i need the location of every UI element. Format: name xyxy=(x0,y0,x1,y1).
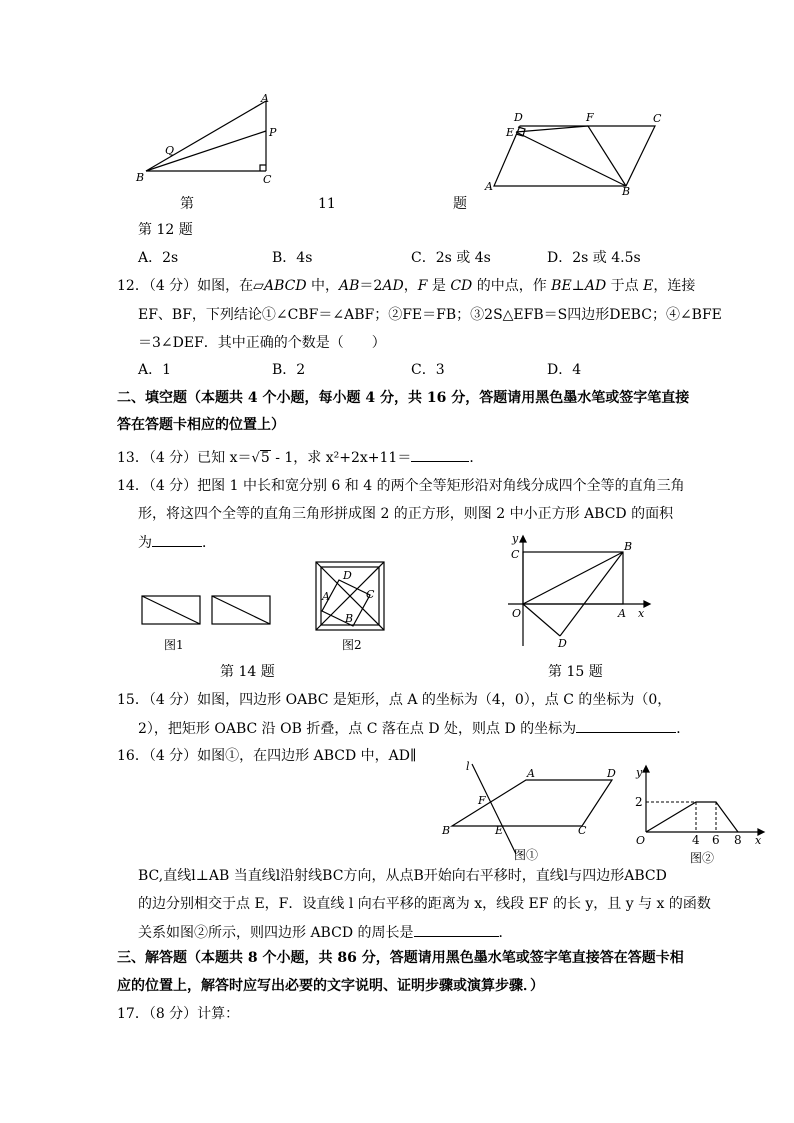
q12-option-b: B．2 xyxy=(272,362,306,378)
q11-option-c: C．2s 或 4s xyxy=(411,250,491,266)
label-E: E xyxy=(506,126,515,139)
label-y: y xyxy=(512,534,519,545)
q11-option-d: D．2s 或 4.5s xyxy=(547,250,641,266)
figure-11 xyxy=(130,90,290,190)
q14-blank[interactable] xyxy=(152,532,202,547)
label-l: l xyxy=(466,760,470,773)
label-P: P xyxy=(269,126,277,139)
q14-line1: 14．（4 分）把图 1 中长和宽分别 6 和 4 的两个全等矩形沿对角线分成四个全等的直角三角 xyxy=(117,478,685,494)
section3-heading-line1: 三、解答题（本题共 8 个小题，共 86 分，答题请用黑色墨水笔或签字笔直接答在答题卡相 xyxy=(117,950,684,966)
label-C: C xyxy=(653,112,662,125)
label-D: D xyxy=(558,637,567,650)
figure-12 xyxy=(480,108,670,198)
label-B: B xyxy=(345,612,354,625)
label-2: 2 xyxy=(635,795,643,809)
fig14-caption-1: 图1 xyxy=(164,638,184,652)
label-D: D xyxy=(343,569,352,582)
q14-line2: 形，将这四个全等的直角三角形拼成图 2 的正方形，则图 2 中小正方形 ABCD 的面积 xyxy=(138,506,674,522)
label-x: x xyxy=(755,834,762,847)
q12-option-a: A．1 xyxy=(138,362,172,378)
section3-heading-line2: 应的位置上，解答时应写出必要的文字说明、证明步骤或演算步骤．） xyxy=(117,978,544,994)
label-B: B xyxy=(624,540,633,553)
label-C: C xyxy=(366,588,375,601)
q15-line1: 15．（4 分）如图，四边形 OABC 是矩形，点 A 的坐标为（4，0），点 C 的坐标为（0， xyxy=(117,692,672,708)
q13-blank[interactable] xyxy=(411,447,469,462)
label-O: O xyxy=(636,834,646,847)
label-F: F xyxy=(586,111,594,124)
label-A: A xyxy=(618,607,626,620)
label-Q: Q xyxy=(165,144,175,157)
figure-15 xyxy=(502,534,652,654)
caption-11-c: 题 xyxy=(453,196,467,212)
fig16-caption-1: 图① xyxy=(514,848,539,862)
q12-line1: 12．（4 分）如图，在▱ABCD 中，AB＝2AD，F 是 CD 的中点，作 BE⊥AD 于点 E，连接 xyxy=(117,278,696,294)
q11-option-a: A．2s xyxy=(138,250,179,266)
section2-heading-line2: 答在答题卡相应的位置上） xyxy=(117,417,285,433)
caption-12: 第 12 题 xyxy=(138,222,193,238)
caption-11-b: 11 xyxy=(318,196,336,212)
label-C: C xyxy=(263,173,272,186)
q16-line2: BC,直线l⊥AB 当直线l沿射线BC方向，从点B开始向右平移时，直线l与四边形ABCD xyxy=(138,868,667,884)
label-O: O xyxy=(512,607,522,620)
fig16-caption-2: 图② xyxy=(690,851,715,865)
label-D: D xyxy=(607,767,616,780)
q16-line1: 16．（4 分）如图①，在四边形 ABCD 中，AD∥ xyxy=(117,748,417,764)
label-A: A xyxy=(485,180,493,193)
q15-blank[interactable] xyxy=(576,718,676,733)
q12-option-d: D．4 xyxy=(547,362,582,378)
label-C: C xyxy=(511,548,520,561)
label-D: D xyxy=(514,111,523,124)
label-B: B xyxy=(442,824,451,837)
caption-11-a: 第 xyxy=(180,196,194,212)
q16-blank[interactable] xyxy=(414,922,499,937)
tick-8: 8 xyxy=(734,833,742,847)
q12-line2: EF、BF，下列结论①∠CBF＝∠ABF；②FE＝FB；③2S△EFB＝S四边形DEBC；④∠BFE xyxy=(138,307,722,323)
label-B: B xyxy=(622,185,631,198)
q12-option-c: C．3 xyxy=(411,362,445,378)
q14-line3: 为 ． xyxy=(138,532,216,553)
fig14-caption-2: 图2 xyxy=(342,638,362,652)
tick-4: 4 xyxy=(692,833,700,847)
q12-line3: ＝3∠DEF．其中正确的个数是（ ） xyxy=(138,335,386,351)
tick-6: 6 xyxy=(712,833,720,847)
label-A: A xyxy=(261,92,269,105)
label-x: x xyxy=(638,607,645,620)
q15-line2: 2），把矩形 OABC 沿 OB 折叠，点 C 落在点 D 处，则点 D 的坐标为 ． xyxy=(138,718,690,739)
label-A: A xyxy=(322,590,330,603)
label-B: B xyxy=(136,171,145,184)
q16-line4: 关系如图②所示，则四边形 ABCD 的周长是 ． xyxy=(138,922,513,943)
q17: 17．（8 分）计算： xyxy=(117,1006,240,1022)
figure-14 xyxy=(138,558,398,658)
label-A: A xyxy=(527,767,535,780)
label-C: C xyxy=(578,824,587,837)
figure-16-1 xyxy=(436,758,622,868)
label-y: y xyxy=(636,766,643,779)
q13: 13．（4 分）已知 x＝√5 - 1，求 x²+2x+11＝ ． xyxy=(117,447,483,469)
caption-15: 第 15 题 xyxy=(548,664,603,680)
label-E: E xyxy=(495,824,504,837)
q16-line3: 的边分别相交于点 E，F．设直线 l 向右平移的距离为 x，线段 EF 的长 y，且 y 与 x 的函数 xyxy=(138,896,711,912)
caption-14: 第 14 题 xyxy=(220,664,275,680)
section2-heading-line1: 二、填空题（本题共 4 个小题，每小题 4 分，共 16 分，答题请用黑色墨水笔或签字笔直接 xyxy=(117,390,690,406)
label-F: F xyxy=(478,794,486,807)
figure-16-2 xyxy=(630,764,766,868)
q11-option-b: B．4s xyxy=(272,250,313,266)
